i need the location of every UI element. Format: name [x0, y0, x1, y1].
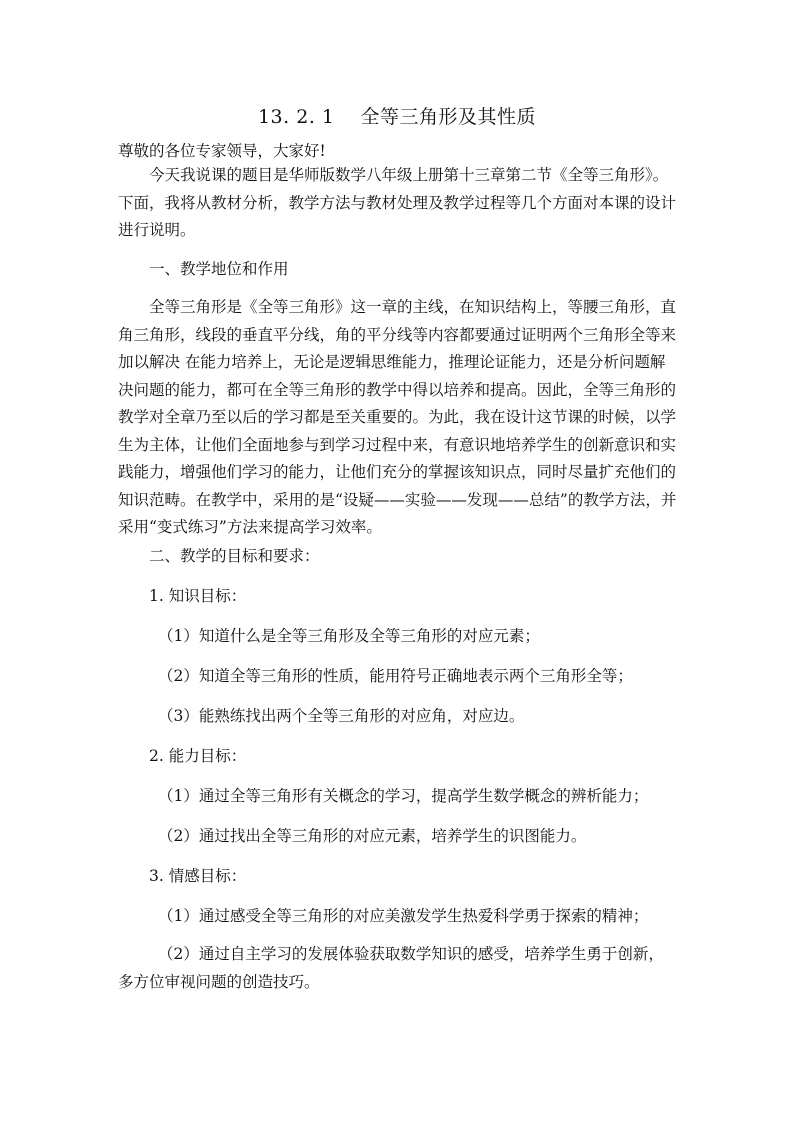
knowledge-goals-heading: 1. 知识目标： — [149, 587, 247, 605]
emotion-goal-item: （2）通过自主学习的发展体验获取数学知识的感受，培养学生勇于创新，多方位审视问题的创造技巧。 — [118, 945, 664, 991]
intro-paragraph: 今天我说课的题目是华师版数学八年级上册第十三章第二节《全等三角形》。下面，我将从教材分析，教学方法与教材处理及教学过程等几个方面对本课的设计进行说明。 — [118, 166, 677, 239]
greeting-text: 尊敬的各位专家领导，大家好! — [118, 142, 326, 160]
knowledge-goal-item: （1）知道什么是全等三角形及全等三角形的对应元素； — [158, 627, 540, 645]
emotion-goals-heading: 3. 情感目标： — [149, 867, 247, 885]
ability-goal-item: （2）通过找出全等三角形的对应元素，培养学生的识图能力。 — [158, 827, 587, 845]
section-heading-goals: 二、教学的目标和要求： — [149, 547, 320, 565]
emotion-goal-item: （1）通过感受全等三角形的对应美激发学生热爱科学勇于探索的精神； — [158, 907, 649, 925]
knowledge-goal-item: （2）知道全等三角形的性质，能用符号正确地表示两个三角形全等； — [158, 667, 633, 685]
section-role-paragraph: 全等三角形是《全等三角形》这一章的主线，在知识结构上，等腰三角形，直角三角形，线段的垂直平分线，角的平分线等内容都要通过证明两个三角形全等来加以解决 在能力培养上，无论是逻辑思维能力，推理论证能力，还是分析问题解决问题的能力，都可在全等三角形的教学中得以培养和提高。因此，全等三角形的教学对全章乃至以后的学习都是至关重要的。为此，我在设计这节课的时候，以学生为主体，让他们全面地参与到学习过程中来，有意识地培养学生的创新意识和实践能力，增强他们学习的能力，让他们充分的掌握该知识点，同时尽量扩充他们的知识范畴。在教学中，采用的是“设疑——实验——发现——总结”的教学方法，并采用“变式练习”方法来提高学习效率。 — [118, 298, 677, 536]
ability-goals-heading: 2. 能力目标： — [149, 747, 247, 765]
document-title: 13. 2. 1 全等三角形及其性质 — [257, 106, 537, 128]
section-heading-role: 一、教学地位和作用 — [149, 260, 289, 278]
ability-goal-item: （1）通过全等三角形有关概念的学习，提高学生数学概念的辨析能力； — [158, 787, 649, 805]
knowledge-goal-item: （3）能熟练找出两个全等三角形的对应角，对应边。 — [158, 707, 525, 725]
